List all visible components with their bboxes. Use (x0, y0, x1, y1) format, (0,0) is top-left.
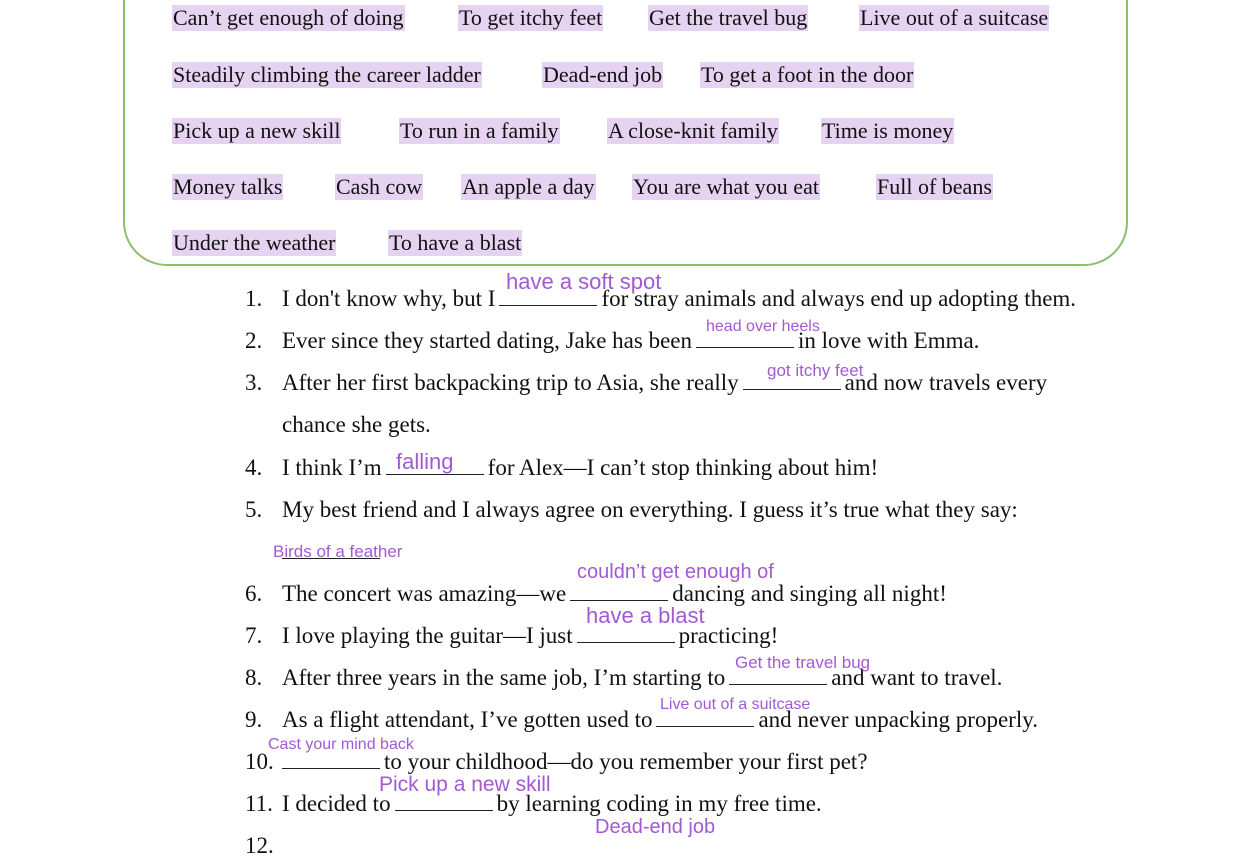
handwritten-answer: got itchy feet (767, 361, 864, 380)
handwritten-answer: falling (396, 449, 454, 474)
handwritten-answer: have a blast (586, 603, 705, 628)
handwritten-answer: Cast your mind back (268, 736, 414, 753)
exercise-number: 4. (245, 455, 263, 480)
exercise-sentence: After her first backpacking trip to Asia, she really and now travels every (282, 370, 1048, 395)
exercise-sentence: I think I’m for Alex—I can’t stop thinking about him! (282, 455, 879, 480)
exercise-number: 1. (245, 286, 263, 311)
exercise-number: 7. (245, 623, 263, 648)
exercise-sentence: After three years in the same job, I’m starting to and want to travel. (282, 665, 1003, 690)
exercise-number: 11. (245, 791, 273, 816)
exercise-number: 8. (245, 665, 263, 690)
exercise-number: 3. (245, 370, 263, 395)
handwritten-answer: Pick up a new skill (379, 773, 551, 796)
handwritten-answer: head over heels (706, 318, 820, 335)
exercise-number: 6. (245, 581, 263, 606)
phrase-bank-item: Money talks (173, 174, 283, 199)
exercise-sentence: The concert was amazing—we dancing and singing all night! (282, 581, 947, 606)
phrase-bank-item: To run in a family (400, 118, 559, 143)
phrase-bank-item: Live out of a suitcase (860, 5, 1049, 30)
exercise-number: 12. (245, 833, 274, 858)
phrase-bank-item: Dead-end job (543, 62, 663, 87)
phrase-bank-item: Cash cow (336, 174, 423, 199)
exercise-sentence: Ever since they started dating, Jake has been in love with Emma. (282, 328, 980, 353)
exercise-number: 2. (245, 328, 263, 353)
exercise-sentence: I decided to by learning coding in my free time. (282, 791, 822, 816)
phrase-bank-item: A close-knit family (608, 118, 778, 143)
exercise-sentence: As a flight attendant, I’ve gotten used to and never unpacking properly. (282, 707, 1038, 732)
exercise-number: 10. (245, 749, 274, 774)
exercise-sentence: to your childhood—do you remember your first pet? (282, 748, 868, 776)
exercise-sentence: I love playing the guitar—I just practicing! (282, 623, 779, 648)
phrase-bank-item: Steadily climbing the career ladder (173, 62, 481, 87)
exercise-sentence: My best friend and I always agree on everything. I guess it’s true what they say: (282, 497, 1018, 522)
phrase-bank-item: Full of beans (877, 174, 992, 199)
phrase-bank-item: Can’t get enough of doing (173, 5, 404, 30)
phrase-bank-item: To have a blast (389, 230, 522, 255)
phrase-bank-item: To get itchy feet (459, 5, 603, 30)
exercise-number: 9. (245, 707, 263, 732)
exercise-number: 5. (245, 497, 263, 522)
exercise-sentence: I don't know why, but I for stray animals and always end up adopting them. (282, 286, 1077, 311)
phrase-bank-item: Time is money (822, 118, 954, 143)
phrase-bank-item: Under the weather (173, 230, 336, 255)
phrase-bank-item: Get the travel bug (649, 5, 808, 30)
handwritten-answer: couldn’t get enough of (577, 561, 774, 583)
phrase-bank-item: An apple a day (462, 174, 595, 199)
handwritten-answer: Birds of a feather (273, 542, 403, 561)
answer-blank[interactable] (570, 580, 668, 601)
phrase-bank-item: Pick up a new skill (173, 118, 341, 143)
handwritten-answer: Get the travel bug (735, 653, 871, 672)
handwritten-answer: have a soft spot (506, 269, 662, 294)
handwritten-answer: Live out of a suitcase (660, 696, 811, 713)
phrase-bank-item: To get a foot in the door (701, 62, 914, 87)
exercise-sentence-continuation: chance she gets. (282, 412, 431, 437)
phrase-bank-item: You are what you eat (633, 174, 819, 199)
handwritten-answer: Dead-end job (595, 816, 716, 838)
